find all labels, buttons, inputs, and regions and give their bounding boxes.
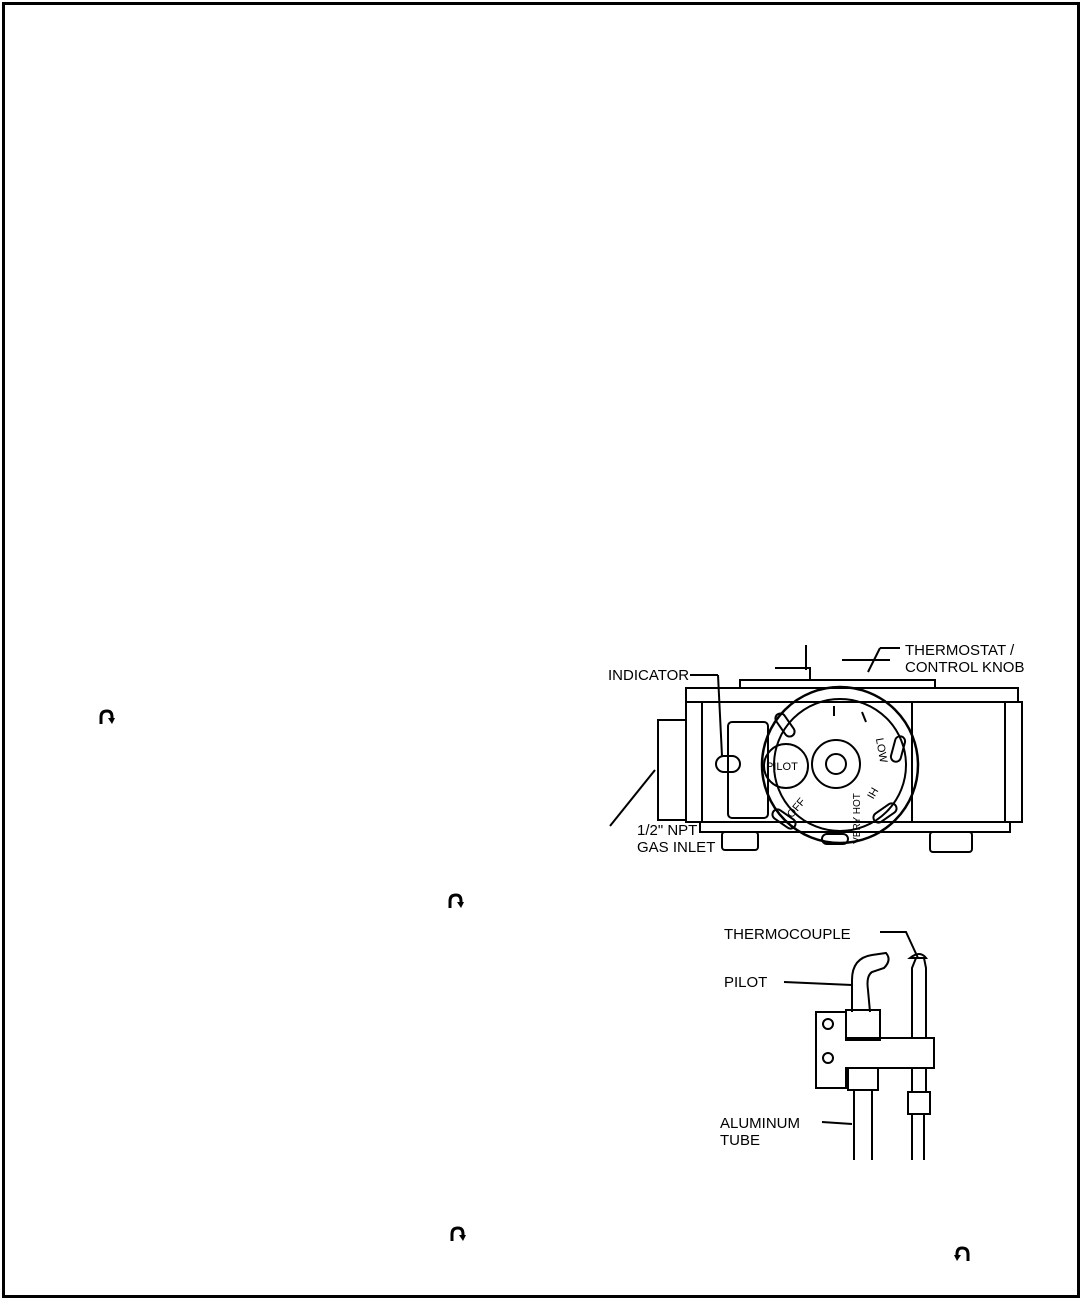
counterclockwise-arrow-icon	[97, 709, 115, 725]
thermocouple-nut	[908, 1092, 930, 1114]
counterclockwise-arrow-icon	[448, 1226, 466, 1242]
gas-inlet-label-line1: 1/2" NPT	[637, 822, 698, 839]
thermocouple-label: THERMOCOUPLE	[724, 926, 851, 943]
pilot-label: PILOT	[724, 974, 768, 991]
counterclockwise-arrow-icon	[446, 893, 464, 909]
aluminum-tube-label-line1: ALUMINUM	[720, 1115, 801, 1132]
thermostat-label-line2: CONTROL KNOB	[905, 659, 1025, 676]
knob-setting-low: LOW	[872, 737, 890, 764]
gas-inlet-label-line2: GAS INLET	[637, 839, 716, 856]
tube-fitting	[848, 1068, 878, 1090]
tube-leader	[822, 1122, 852, 1124]
aluminum-tube-label-line2: TUBE	[720, 1132, 761, 1149]
clockwise-arrow-icon	[954, 1246, 972, 1262]
thermostat-label-line1: THERMOSTAT /	[905, 642, 1015, 659]
knob-setting-hi: HI	[863, 784, 880, 801]
knob-setting-off: OFF	[784, 795, 809, 821]
knob-pilot-text: PILOT	[766, 761, 798, 773]
indicator-label: INDICATOR	[608, 667, 690, 684]
pilot-body	[846, 1010, 880, 1040]
knob-setting-very-hot: VERY HOT	[851, 793, 863, 844]
pilot-hood	[852, 953, 889, 1012]
pilot-leader	[784, 982, 852, 985]
